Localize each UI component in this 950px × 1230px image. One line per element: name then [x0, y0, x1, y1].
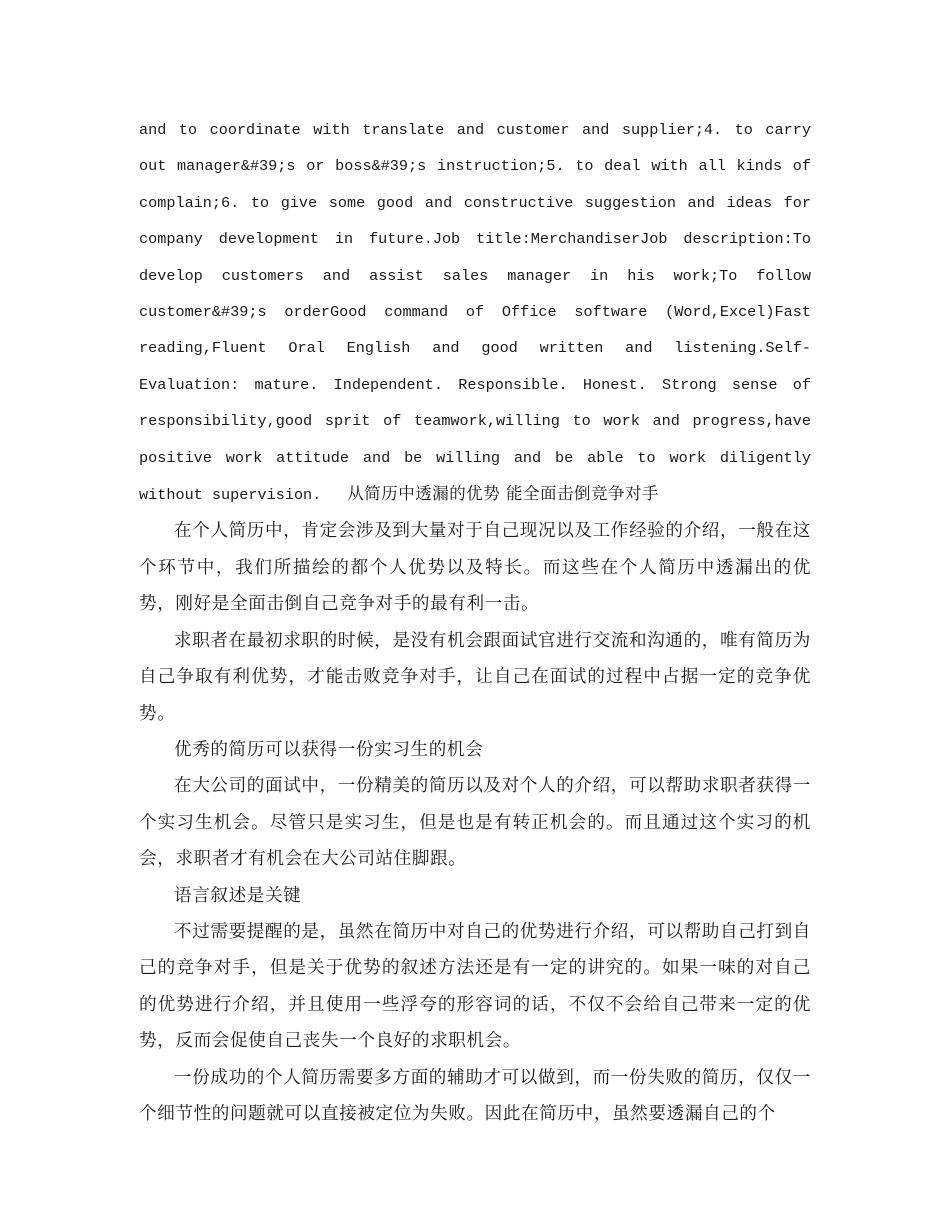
- inline-heading: 从简历中透漏的优势 能全面击倒竞争对手: [347, 484, 660, 504]
- paragraph-4: 不过需要提醒的是，虽然在简历中对自己的优势进行介绍，可以帮助自己打到自己的竞争对手，但是关于优势的叙述方法还是有一定的讲究的。如果一味的对自己的优势进行介绍，并且使用一些浮夸的形容词的话，不仅不会给自己带来一定的优势，反而会促使自己丧失一个良好的求职机会。: [139, 921, 811, 1052]
- paragraph-2: 求职者在最初求职的时候，是没有机会跟面试官进行交流和沟通的，唯有简历为自己争取有利优势，才能击败竞争对手，让自己在面试的过程中占据一定的竞争优势。: [139, 630, 811, 724]
- document-page: [139, 112, 811, 1132]
- paragraph-5: 一份成功的个人简历需要多方面的辅助才可以做到，而一份失败的简历，仅仅一个细节性的问题就可以直接被定位为失败。因此在简历中，虽然要透漏自己的个: [139, 1067, 811, 1124]
- section-heading-internship: 优秀的简历可以获得一份实习生的机会: [174, 739, 484, 760]
- section-heading-language: 语言叙述是关键: [174, 885, 302, 906]
- paragraph-3: 在大公司的面试中，一份精美的简历以及对个人的介绍，可以帮助求职者获得一个实习生机会。尽管只是实习生，但是也是有转正机会的。而且通过这个实习的机会，求职者才有机会在大公司站住脚跟。: [139, 776, 811, 870]
- english-paragraph-text: and to coordinate with translate and customer and supplier;4. to carry out manager&#39;s or boss&#39;s instruction;5. to deal with all kinds of complain;6. to give some good and constructive suggestion and ideas for company development in future.Job title:MerchandiserJob description:To develop customers and assist sales manager in his work;To follow customer&#39;s orderGood command of Office software (Word,Excel)Fast reading,Fluent Oral English and good written and listening.Self-Evaluation: mature. Independent. Responsible. Honest. Strong sense of responsibility,good sprit of teamwork,willing to work and progress,have positive work attitude and be willing and be able to work diligently without supervision.: [139, 121, 811, 505]
- english-paragraph: [139, 112, 811, 513]
- paragraph-1: 在个人简历中，肯定会涉及到大量对于自己现况以及工作经验的介绍，一般在这个环节中，我们所描绘的都个人优势以及特长。而这些在个人简历中透漏出的优势，刚好是全面击倒自己竞争对手的最有利一击。: [139, 521, 811, 615]
